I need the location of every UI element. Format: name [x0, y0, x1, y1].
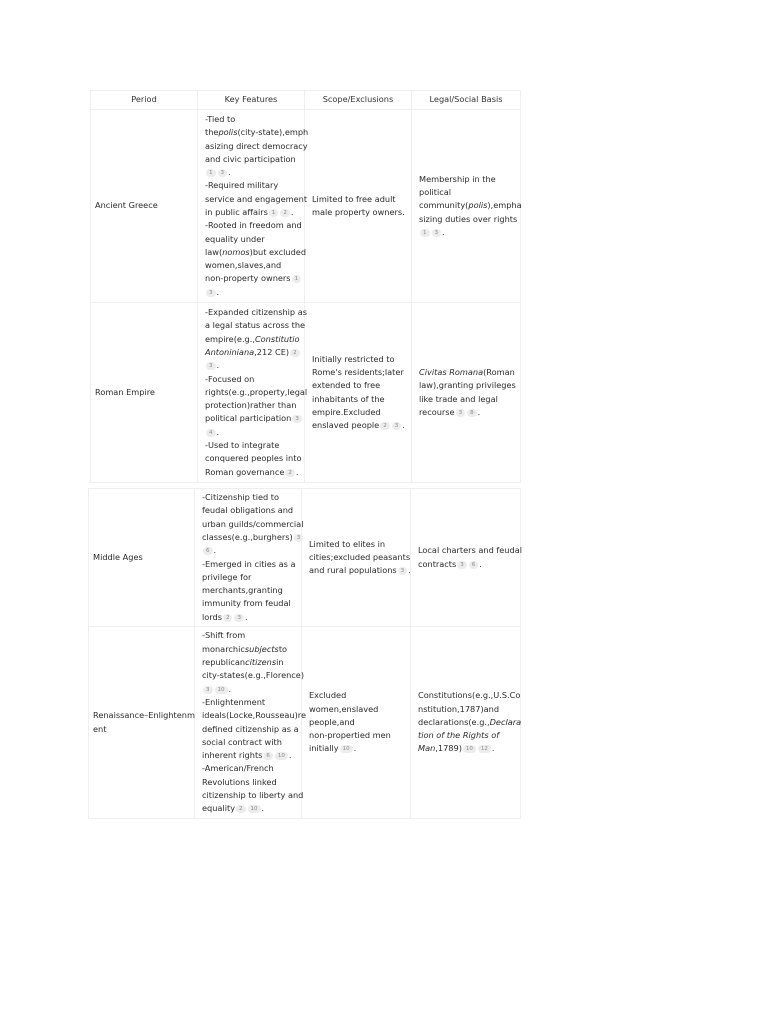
text-run: .	[477, 406, 481, 417]
citation-badge: 3	[292, 415, 302, 423]
cell-line	[205, 219, 302, 232]
cell-line	[205, 272, 297, 285]
header-scope-exclusions: Scope/Exclusions	[305, 91, 412, 110]
text-run: defined citizenship as a	[202, 723, 299, 734]
citation-badge: 10	[215, 686, 228, 694]
cell-line	[312, 406, 404, 419]
period-cell: Ancient Greece	[91, 110, 198, 303]
citation-badge: 6	[469, 561, 479, 569]
cell-line	[309, 703, 403, 716]
italic-term: Civitas Romana	[419, 366, 484, 377]
cell-line	[418, 558, 513, 571]
text-run: male property owners.	[312, 207, 405, 217]
text-run: Constitutions(e.g.,U.S.Co	[418, 690, 521, 701]
cell-line	[202, 736, 294, 749]
text-run: empire.Excluded	[312, 406, 381, 417]
cell-line	[202, 643, 294, 656]
citation-badge: 3	[398, 567, 408, 575]
text-run: nstitution,1787)and	[418, 703, 500, 714]
text-run: -Expanded citizenship as	[205, 307, 308, 318]
citation-badge: 4	[206, 429, 216, 437]
text-run: .	[402, 420, 405, 431]
cell-line	[205, 153, 297, 166]
cell-line	[312, 206, 404, 219]
table-row	[91, 303, 521, 483]
text-run: contracts	[418, 558, 457, 569]
scope-cell	[302, 489, 411, 627]
text-run: republican	[202, 657, 246, 668]
italic-term: Constitutio	[254, 333, 300, 344]
cell-line	[202, 723, 299, 736]
cell-line	[418, 729, 513, 742]
key-features-cell	[198, 110, 309, 303]
cell-line	[202, 696, 294, 709]
scope-cell	[305, 303, 412, 483]
text-run: city-states(e.g.,Florence)	[202, 670, 305, 681]
key-features-cell	[198, 303, 308, 483]
text-run: women,enslaved	[309, 703, 379, 714]
cell-line	[205, 140, 308, 153]
text-run: (Roman	[483, 366, 515, 377]
text-run: law(	[205, 246, 223, 257]
cell-line	[202, 762, 294, 775]
header-legal-social-basis: Legal/Social Basis	[412, 91, 521, 110]
text-run: like trade and legal	[419, 393, 498, 404]
cell-line	[202, 584, 294, 597]
text-run: cities;excluded peasants	[309, 551, 411, 562]
period-cell: Roman Empire	[91, 303, 198, 483]
text-run: )but excluded	[249, 246, 307, 257]
cell-line	[312, 366, 404, 379]
text-run: law),granting privileges	[419, 380, 516, 391]
cell-line	[202, 611, 294, 624]
text-run: political participation	[205, 413, 292, 424]
cell-line	[205, 166, 297, 179]
cell-line	[202, 683, 294, 696]
cell-line	[309, 564, 411, 577]
citation-badge: 2	[280, 209, 290, 217]
text-run: .	[216, 286, 220, 297]
text-run: equality under	[205, 233, 265, 244]
citation-badge: 2	[285, 469, 295, 477]
table-row	[91, 110, 521, 303]
citation-badge: 3	[234, 614, 244, 622]
text-run: -Rooted in freedom and	[205, 220, 302, 231]
basis-cell	[411, 627, 521, 819]
text-run: .	[216, 360, 220, 371]
text-run: recourse	[419, 406, 455, 417]
text-run: -Shift from	[202, 630, 246, 641]
citation-badge: 2	[290, 349, 300, 357]
header-period: Period	[91, 91, 198, 110]
cell-line	[202, 504, 294, 517]
text-run: .	[442, 226, 445, 237]
cell-line	[205, 319, 306, 332]
cell-line	[205, 179, 297, 192]
period-line: ent	[93, 723, 107, 734]
text-run: and rural populations	[309, 565, 397, 576]
citation-badge: 2	[380, 422, 390, 430]
cell-line	[202, 544, 294, 557]
text-run: Local charters and feudal	[418, 545, 522, 556]
text-run: ,212 CE)	[254, 346, 290, 357]
text-run: .	[228, 167, 231, 178]
citation-badge: 3	[457, 561, 467, 569]
citation-badge: 10	[340, 745, 353, 753]
text-run: the	[205, 127, 219, 138]
text-run: -Citizenship tied to	[202, 492, 280, 503]
text-run: classes(e.g.,burghers)	[202, 531, 293, 542]
italic-term: Man	[418, 743, 436, 754]
period-cell: Middle Ages	[89, 489, 195, 627]
cell-line	[202, 776, 294, 789]
text-run: declarations(e.g.,	[418, 716, 490, 727]
cell-line	[205, 426, 297, 439]
text-run: to	[278, 643, 288, 654]
cell-line	[205, 233, 297, 246]
basis-cell	[412, 110, 521, 303]
text-run: enslaved people	[312, 420, 380, 431]
italic-term: Antoniniana	[205, 346, 255, 357]
italic-term: polis	[468, 200, 488, 211]
cell-line	[309, 689, 403, 702]
cell-line	[312, 193, 404, 206]
cell-line	[205, 206, 297, 219]
cell-line	[205, 306, 308, 319]
cell-line	[205, 466, 297, 479]
text-run: community(	[419, 200, 469, 211]
text-run: protection)rather than	[205, 400, 297, 411]
text-run: -Focused on	[205, 373, 255, 384]
text-run: -Enlightenment	[202, 696, 266, 707]
cell-line	[205, 399, 297, 412]
text-run: citizenship to liberty and	[202, 789, 304, 800]
cell-line	[205, 246, 307, 259]
text-run: .	[295, 466, 299, 477]
text-run: merchants,granting	[202, 585, 283, 596]
scope-cell	[305, 110, 412, 303]
citation-badge: 12	[478, 745, 491, 753]
citation-badge: 3	[218, 169, 228, 177]
italic-term: polis	[218, 127, 238, 138]
text-run: .	[491, 743, 495, 754]
cell-line	[202, 558, 294, 571]
citizenship-table-part-2	[88, 488, 521, 819]
citation-badge: 3	[203, 686, 213, 694]
cell-line	[312, 419, 404, 432]
text-run: extended to free	[312, 380, 381, 391]
italic-term: Declara	[489, 716, 522, 727]
cell-line	[312, 379, 404, 392]
cell-line	[419, 379, 516, 392]
text-run: ),empha	[487, 200, 522, 211]
text-run: people,and	[309, 716, 355, 727]
cell-line	[202, 669, 305, 682]
cell-line	[202, 491, 294, 504]
cell-line	[419, 186, 513, 199]
cell-line	[309, 551, 411, 564]
cell-line	[205, 373, 297, 386]
text-run: Initially restricted to	[312, 353, 395, 364]
text-run: sizing duties over rights	[419, 213, 518, 224]
citation-badge: 10	[463, 745, 476, 753]
text-run: empire(e.g.,	[205, 333, 255, 344]
cell-line	[205, 452, 302, 465]
cell-line	[205, 193, 308, 206]
text-run: women,slaves,and	[205, 260, 282, 271]
text-run: .	[244, 611, 248, 622]
cell-line	[312, 353, 404, 366]
cell-line	[205, 333, 300, 346]
text-run: Excluded	[309, 690, 347, 701]
text-run: .	[261, 803, 265, 814]
basis-cell	[411, 489, 521, 627]
cell-line	[205, 346, 297, 359]
cell-line	[202, 749, 294, 762]
text-run: -Required military	[205, 180, 279, 191]
cell-line	[202, 571, 294, 584]
table-row	[89, 489, 521, 627]
cell-line	[205, 286, 297, 299]
text-run: .	[353, 743, 357, 754]
text-run: Membership in the	[419, 173, 496, 184]
citizenship-table-part-1	[90, 90, 521, 483]
citation-badge: 8	[467, 409, 477, 417]
cell-line	[418, 689, 521, 702]
citation-badge: 2	[236, 805, 246, 813]
cell-line	[419, 393, 513, 406]
cell-line	[309, 729, 403, 742]
cell-line	[202, 802, 294, 815]
cell-line	[418, 544, 522, 557]
citation-badge: 3	[456, 409, 466, 417]
text-run: .	[213, 545, 217, 556]
text-run: initially	[309, 743, 339, 754]
text-run: Rome's residents;later	[312, 366, 404, 377]
cell-line	[205, 439, 297, 452]
text-run: .	[216, 426, 220, 437]
text-run: privilege for	[202, 571, 252, 582]
text-run: lords	[202, 611, 222, 622]
cell-line	[205, 359, 297, 372]
key-features-cell	[195, 489, 302, 627]
text-run: conquered peoples into	[205, 453, 302, 464]
text-run: Revolutions linked	[202, 776, 277, 787]
citation-badge: 1	[206, 169, 216, 177]
citation-badge: 3	[432, 229, 442, 237]
citation-badge: 3	[206, 289, 216, 297]
scope-cell	[302, 627, 411, 819]
italic-term: tion of the Rights of	[418, 730, 500, 741]
italic-term: subjects	[244, 643, 279, 654]
italic-term: citizens	[245, 657, 277, 668]
cell-line	[202, 656, 294, 669]
cell-line	[202, 597, 294, 610]
citation-badge: 3	[206, 362, 216, 370]
cell-line	[202, 629, 294, 642]
text-run: a legal status across the	[205, 320, 306, 331]
cell-line	[205, 126, 309, 139]
cell-line	[309, 742, 403, 755]
text-run: -American/French	[202, 763, 274, 774]
text-run: feudal obligations and	[202, 505, 294, 516]
text-run: political	[419, 187, 452, 198]
citation-badge: 2	[223, 614, 233, 622]
text-run: (city-state),emph	[237, 127, 309, 138]
citation-badge: 3	[392, 422, 402, 430]
citation-badge: 1	[269, 209, 279, 217]
cell-line	[309, 716, 403, 729]
text-run: Limited to free adult	[312, 193, 396, 204]
basis-cell	[412, 303, 521, 483]
text-run: inhabitants of the	[312, 393, 385, 404]
citation-badge: 1	[420, 229, 430, 237]
cell-line	[419, 199, 522, 212]
citation-badge: 10	[275, 752, 288, 760]
cell-line	[202, 709, 306, 722]
key-features-cell	[195, 627, 306, 819]
text-run: equality	[202, 803, 236, 814]
cell-line	[202, 789, 304, 802]
text-run: .	[228, 683, 232, 694]
citation-badge: 10	[248, 805, 261, 813]
period-cell	[89, 627, 195, 819]
italic-term: nomos	[222, 246, 250, 257]
cell-line	[202, 531, 301, 544]
header-key-features: Key Features	[198, 91, 305, 110]
text-run: non-propertied men	[309, 730, 391, 741]
text-run: urban guilds/commercial	[202, 518, 304, 529]
text-run: Roman governance	[205, 466, 285, 477]
text-run: social contract with	[202, 736, 282, 747]
text-run: in	[276, 657, 284, 668]
cell-line	[312, 393, 404, 406]
text-run: -Tied to	[205, 113, 236, 124]
text-run: .	[290, 207, 294, 217]
period-line: Renaissance–Enlightenm	[93, 710, 195, 721]
citation-badge: 1	[292, 275, 302, 283]
text-run: rights(e.g.,property,legal	[205, 386, 308, 397]
text-run: immunity from feudal	[202, 598, 291, 609]
text-run: service and engagement	[205, 193, 308, 204]
cell-line	[202, 518, 304, 531]
cell-line	[418, 703, 513, 716]
text-run: .	[408, 565, 411, 576]
text-run: in public affairs	[205, 207, 268, 217]
cell-line	[205, 259, 297, 272]
text-run: .	[288, 750, 292, 761]
text-run: non-property owners	[205, 273, 291, 284]
cell-line	[419, 406, 513, 419]
cell-line	[205, 113, 297, 126]
cell-line	[309, 538, 403, 551]
cell-line	[418, 742, 513, 755]
citation-badge: 3	[294, 534, 304, 542]
text-run: -Used to integrate	[205, 440, 280, 451]
text-run: monarchic	[202, 643, 245, 654]
table-header-row	[91, 91, 521, 110]
cell-line	[419, 226, 513, 239]
cell-line	[419, 173, 513, 186]
text-run: Limited to elites in	[309, 538, 386, 549]
text-run: .	[479, 558, 482, 569]
cell-line	[418, 716, 522, 729]
cell-line	[419, 213, 518, 226]
text-run: -Emerged in cities as a	[202, 558, 296, 569]
text-run: asizing direct democracy	[205, 140, 308, 151]
cell-line	[205, 412, 297, 425]
table-row	[89, 627, 521, 819]
citation-badge: 6	[203, 547, 213, 555]
text-run: and civic participation	[205, 153, 296, 164]
text-run: ,1789)	[435, 743, 462, 754]
cell-line	[419, 366, 513, 379]
cell-line	[205, 386, 308, 399]
text-run: ideals(Locke,Rousseau)re	[202, 710, 306, 721]
text-run: inherent rights	[202, 750, 263, 761]
citation-badge: 6	[263, 752, 273, 760]
